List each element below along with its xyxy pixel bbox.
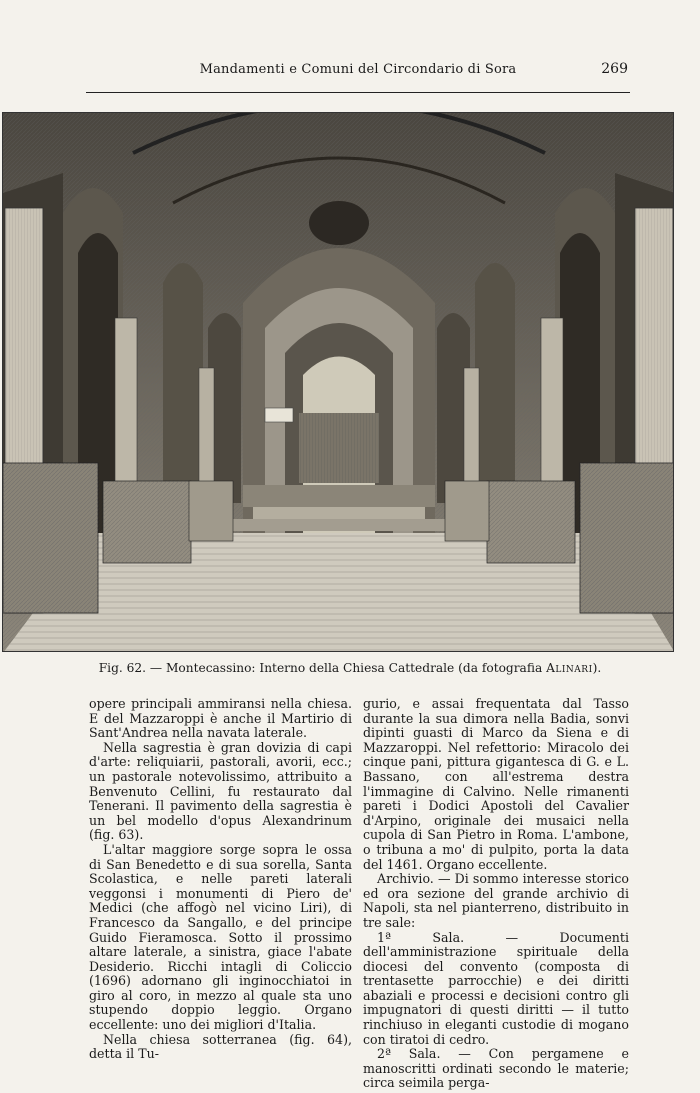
caption-text: Fig. 62. — Montecassino: Interno della Chiesa Cattedrale (da fotografia <box>98 661 547 675</box>
left-paragraph-2: Nella sagrestia è gran dovizia di capi d'arte: reliquiarii, pastorali, avorii, ecc.; un pastorale notevolissimo, attribuito a Benvenuto Cellini, fu restaurato dal Tenerani. Il pavimento della sagrestia è un bel modello d'opus Alexandrinum (fig. 63). <box>89 739 352 843</box>
right-paragraph-2: Archivio. — Di sommo interesse storico ed ora sezione del grande archivio di Napoli, sta nel pianterreno, distribuito in tre sale: <box>363 871 629 930</box>
caption-suffix: ). <box>592 661 602 675</box>
left-paragraph-1: opere principali ammiransi nella chiesa. E del Mazzaroppi è anche il Martirio di Sant'Andrea nella navata laterale. <box>89 696 352 741</box>
church-interior-figure <box>2 112 674 652</box>
figure-caption <box>0 661 700 675</box>
right-paragraph-4: 2ª Sala. — Con pergamene e manoscritti ordinati secondo le materie; circa seimila perga- <box>363 1046 629 1091</box>
header-rule <box>86 92 630 93</box>
left-paragraph-3: L'altar maggiore sorge sopra le ossa di San Benedetto e di sua sorella, Santa Scolastica, e nelle pareti laterali veggonsi i monumenti di Piero de' Medici (che affogò nel vicino Liri), di Francesco da Sangallo, e del principe Guido Fieramosca. Sotto il prossimo altare laterale, a sinistra, giace l'abate Desiderio. Ricchi intagli di Coliccio (1696) adornano gli inginocchiatoi in giro al coro, in mezzo al quale sta uno stupendo doppio leggio. Organo eccellente: uno dei migliori d'Italia. <box>89 841 352 1033</box>
caption-credit: Alinari <box>546 661 593 675</box>
right-paragraph-3: 1ª Sala. — Documenti dell'amministrazione spirituale della diocesi del convento (composta di trentasette parrocchie) e dei diritti abaziali e processi e decisioni contro gli impugnatori di questi diritti — il tutto rinchiuso in eleganti custodie di mogano con tiratoi di cedro. <box>363 929 629 1047</box>
left-column <box>89 697 352 1062</box>
right-column <box>363 697 629 1091</box>
church-interior-engraving <box>3 113 674 652</box>
running-title: Mandamenti e Comuni del Circondario di Sora <box>199 62 517 77</box>
running-header <box>88 62 628 82</box>
page-number: 269 <box>601 61 628 77</box>
right-paragraph-1: gurio, e assai frequentata dal Tasso durante la sua dimora nella Badia, sonvi dipinti guasti di Marco da Siena e di Mazzaroppi. Nel refettorio: Miracolo dei cinque pani, pittura gigantesca di G. e L. Bassano, con all'estrema destra l'immagine di Calvino. Nelle rimanenti pareti i Dodici Apostoli del Cavalier d'Arpino, originale dei musaici nella cupola di San Pietro in Roma. L'ambone, o tribuna a mo' di pulpito, porta la data del 1461. Organo eccellente. <box>363 696 629 872</box>
left-paragraph-4: Nella chiesa sotterranea (fig. 64), detta il Tu- <box>89 1031 352 1062</box>
